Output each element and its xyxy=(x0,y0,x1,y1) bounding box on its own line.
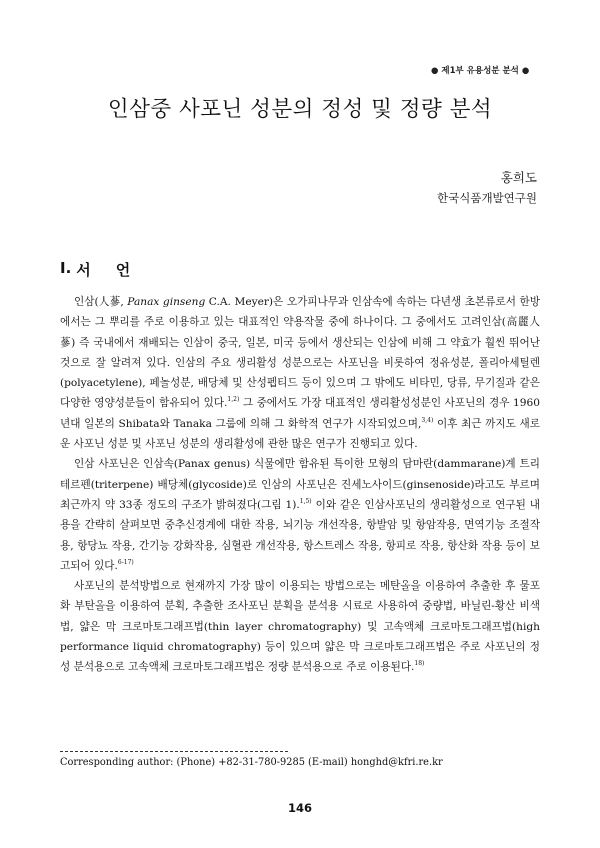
section-heading xyxy=(60,259,130,280)
section-word-2: 언 xyxy=(115,261,131,279)
p1-text-b: C.A. Meyer)은 오가피나무과 인삼속에 속하는 다년생 초본류로서 한방에서는 그 뿌리를 주로 이용하고 있는 대표적인 약용작물 중에 하나이다. 그 중에서도 고려인삼(高麗人蔘) 즉 국내에서 재배되는 인삼이 중국, 일본, 미국 등에서 생산되는 인삼에 비해 그 약효가 훨씬 뛰어난 것으로 잘 알려져 있다. 인삼의 주요 생리활성 성분으로는 사포닌을 비롯하여 정유성분, 폴리아세틸렌(polyacetylene), 페놀성분, 배당체 및 산성펩티드 등이 있으며 그 밖에도 비타민, 당류, 무기질과 같은 다양한 영양성분들이 함유되어 있다. xyxy=(60,296,540,410)
citation-superscript: 1,5) xyxy=(299,497,312,505)
article-title: 인삼중 사포닌 성분의 정성 및 정량 분석 xyxy=(107,97,493,122)
p2-text-b: 이와 같은 인삼사포닌의 생리활성으로 연구된 내용을 간략히 살펴보면 중추신경계에 대한 작용, 뇌기능 개선작용, 항발암 및 항암작용, 면역기능 조절작용, 항당뇨 작용, 간기능 강화작용, 심혈관 개선작용, 항스트레스 작용, 항피로 작용, 항산화 작용 등이 보고되어 있다. xyxy=(60,498,540,572)
citation-superscript: 18) xyxy=(414,660,425,668)
citation-superscript: 3,4) xyxy=(421,416,434,424)
paragraph-3 xyxy=(60,576,540,677)
author-name: 홍희도 xyxy=(500,170,537,185)
section-word-1: 서 xyxy=(76,261,91,279)
page-number: 146 xyxy=(287,801,312,815)
footnote-divider xyxy=(60,751,288,752)
running-head: ● 제1부 유용성분 분석 ● xyxy=(431,66,530,76)
p1-italic-species: Panax ginseng xyxy=(127,296,206,308)
p1-text-c: 그 중에서도 가장 대표적인 생리활성성분인 사포닌의 경우 1960년대 일본의 Shibata와 Tanaka 그룹에 의해 그 화학적 연구가 시작되었으며, xyxy=(60,397,540,430)
p1-text-d: 이후 최근 까지도 새로운 사포닌 성분 및 사포닌 성분의 생리활성에 관한 많은 연구가 진행되고 있다. xyxy=(60,417,540,451)
author-affiliation: 한국식품개발연구원 xyxy=(437,191,537,205)
paragraph-1 xyxy=(60,292,540,454)
p2-text-a: 인삼 사포닌은 인삼속(Panax genus) 식물에만 함유된 특이한 모형의 담마란(dammarane)계 트리테르펜(triterpene) 배당체(glycoside)로 인삼의 사포닌은 진세노사이드(ginsenoside)라고도 부르며 최근까지 약 33종 정도의 구조가 밝혀졌다(그림 1). xyxy=(60,458,540,511)
corresponding-author-footnote: Corresponding author: (Phone) +82-31-780-9285 (E-mail) honghd@kfri.re.kr xyxy=(60,757,443,768)
section-number: I. xyxy=(60,259,72,277)
p3-text-a: 사포닌의 분석방법으로 현재까지 가장 많이 이용되는 방법으로는 메탄올을 이용하여 추출한 후 물포화 부탄올을 이용하여 분획, 추출한 조사포닌 분획을 분석용 시료로 사용하여 중량법, 바닐린-황산 비색법, 얇은 막 크로마토그래프법(thin layer chromatography) 및 고속액체 크로마토그래프법(high performance liquid chromatography) 등이 있으며 얇은 막 크로마토그래프법은 주로 사포닌의 정성 분석용으로 고속액체 크로마토그래프법은 정량 분석용으로 주로 이용된다. xyxy=(60,580,540,674)
body-text xyxy=(60,292,540,678)
citation-superscript: 1,2) xyxy=(227,396,240,404)
p1-text-a: 인삼(人蔘, xyxy=(74,296,128,308)
citation-superscript: 6-17) xyxy=(117,558,134,566)
paragraph-2 xyxy=(60,454,540,576)
